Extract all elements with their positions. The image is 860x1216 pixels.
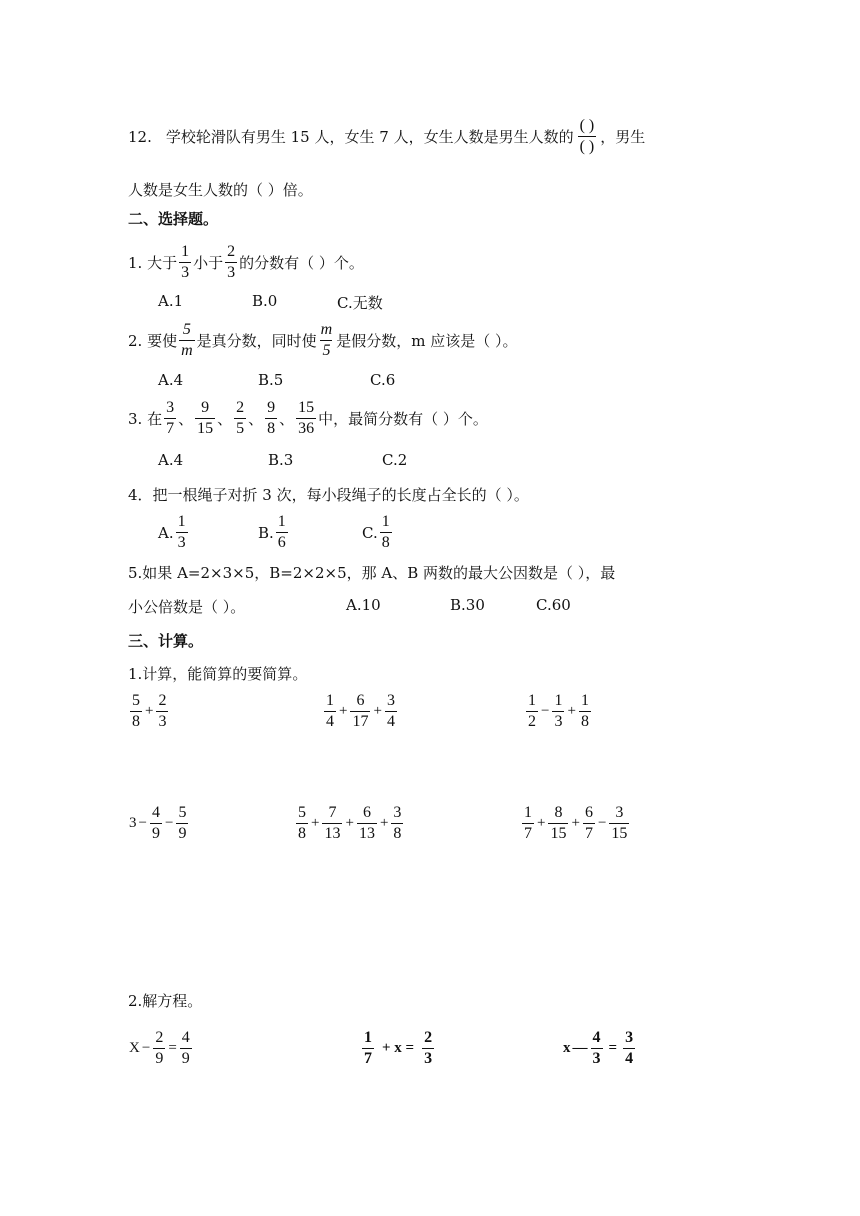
question-text: 人数是女生人数的（ ）倍。 <box>128 181 313 199</box>
equation-1: X − $\frac{2}{9}$ = $\frac{4}{9}$ <box>129 1029 190 1067</box>
question-12-line2 <box>128 179 313 200</box>
fraction: $\frac{9}{15}$ <box>197 399 214 437</box>
question-text: ，男生 <box>600 128 646 146</box>
fraction: $\frac{3}{7}$ <box>166 399 175 437</box>
option-c[interactable]: C.2 <box>382 451 408 469</box>
option-a[interactable]: A.4 <box>158 371 184 389</box>
equation-2: $\frac{1}{7}$ + x = $\frac{2}{3}$ <box>364 1029 433 1067</box>
question-text: 学校轮滑队有男生 15 人，女生 7 人，女生人数是男生人数的 <box>165 128 574 146</box>
option-b[interactable]: B.3 <box>268 451 294 469</box>
sub-heading-equations: 2.解方程。 <box>128 992 203 1010</box>
expression-3: $\frac{1}{2}$ − $\frac{1}{3}$ + $\frac{1}{8}$ <box>528 692 589 730</box>
fraction: $\frac{m}{5}$ <box>320 321 333 359</box>
choice-question-3: 3. 在 $\frac{3}{7}$ 、 $\frac{9}{15}$ 、 $\frac{2}{5}$ 、 $\frac{9}{8}$ 、 $\frac{15}{36}$ 中，最简分数有（ ）个。 <box>128 399 488 437</box>
option-a[interactable]: A.10 <box>346 596 381 614</box>
option-b[interactable]: B. $\frac{1}{6}$ <box>258 513 286 551</box>
option-c[interactable]: C.无数 <box>337 294 383 312</box>
section-title-choice: 二、选择题。 <box>128 210 219 228</box>
option-a[interactable]: A.4 <box>158 451 184 469</box>
choice-question-4: 4．把一根绳子对折 3 次，每小段绳子的长度占全长的（ ）。 <box>128 486 529 504</box>
option-c[interactable]: C. $\frac{1}{8}$ <box>362 513 390 551</box>
equation-3: x — $\frac{4}{3}$ = $\frac{3}{4}$ <box>563 1029 634 1067</box>
section-title-calculation: 三、计算。 <box>128 632 204 650</box>
fraction: $\frac{5}{m}$ <box>181 321 193 359</box>
option-a[interactable]: A.1 <box>158 292 184 310</box>
expression-6: $\frac{1}{7}$ + $\frac{8}{15}$ + $\frac{6}{7}$ − $\frac{3}{15}$ <box>524 804 628 842</box>
fraction: $\frac{1}{6}$ <box>277 513 286 551</box>
choice-question-5-line2: 小公倍数是（ ）。 <box>128 598 246 616</box>
question-number: 12. <box>128 127 152 146</box>
option-c[interactable]: C.6 <box>370 371 396 389</box>
fraction: $\frac{1}{8}$ <box>381 513 390 551</box>
choice-question-1: 1. 大于 $\frac{1}{3}$ 小于 $\frac{2}{3}$ 的分数有（ ）个。 <box>128 243 364 281</box>
option-b[interactable]: B.30 <box>450 596 485 614</box>
choice-question-2: 2. 要使 $\frac{5}{m}$ 是真分数，同时使 $\frac{m}{5}$ 是假分数，m 应该是（ ）。 <box>128 321 518 359</box>
option-b[interactable]: B.0 <box>252 292 278 310</box>
fraction: $\frac{1}{3}$ <box>177 513 186 551</box>
fraction: $\frac{2}{3}$ <box>227 243 236 281</box>
fraction: $\frac{9}{8}$ <box>267 399 276 437</box>
question-12-line1 <box>128 118 645 155</box>
fraction: $\frac{2}{5}$ <box>236 399 245 437</box>
choice-question-5-line1: 5.如果 A=2×3×5，B=2×2×5，那 A、B 两数的最大公因数是（ ），最 <box>128 564 616 582</box>
expression-4: 3 − $\frac{4}{9}$ − $\frac{5}{9}$ <box>129 804 187 842</box>
fraction: $\frac{15}{36}$ <box>298 399 315 437</box>
option-a[interactable]: A. $\frac{1}{3}$ <box>158 513 186 551</box>
blank-fraction[interactable]: $\frac{( )}{( )}$ <box>579 117 595 155</box>
sub-heading-simplify: 1.计算，能简算的要简算。 <box>128 665 308 683</box>
fraction: $\frac{1}{3}$ <box>181 243 190 281</box>
expression-1: $\frac{5}{8}$ + $\frac{2}{3}$ <box>132 692 167 730</box>
expression-2: $\frac{1}{4}$ + $\frac{6}{17}$ + $\frac{3}{4}$ <box>326 692 395 730</box>
expression-5: $\frac{5}{8}$ + $\frac{7}{13}$ + $\frac{6}{13}$ + $\frac{3}{8}$ <box>298 804 402 842</box>
option-b[interactable]: B.5 <box>258 371 284 389</box>
option-c[interactable]: C.60 <box>536 596 571 614</box>
